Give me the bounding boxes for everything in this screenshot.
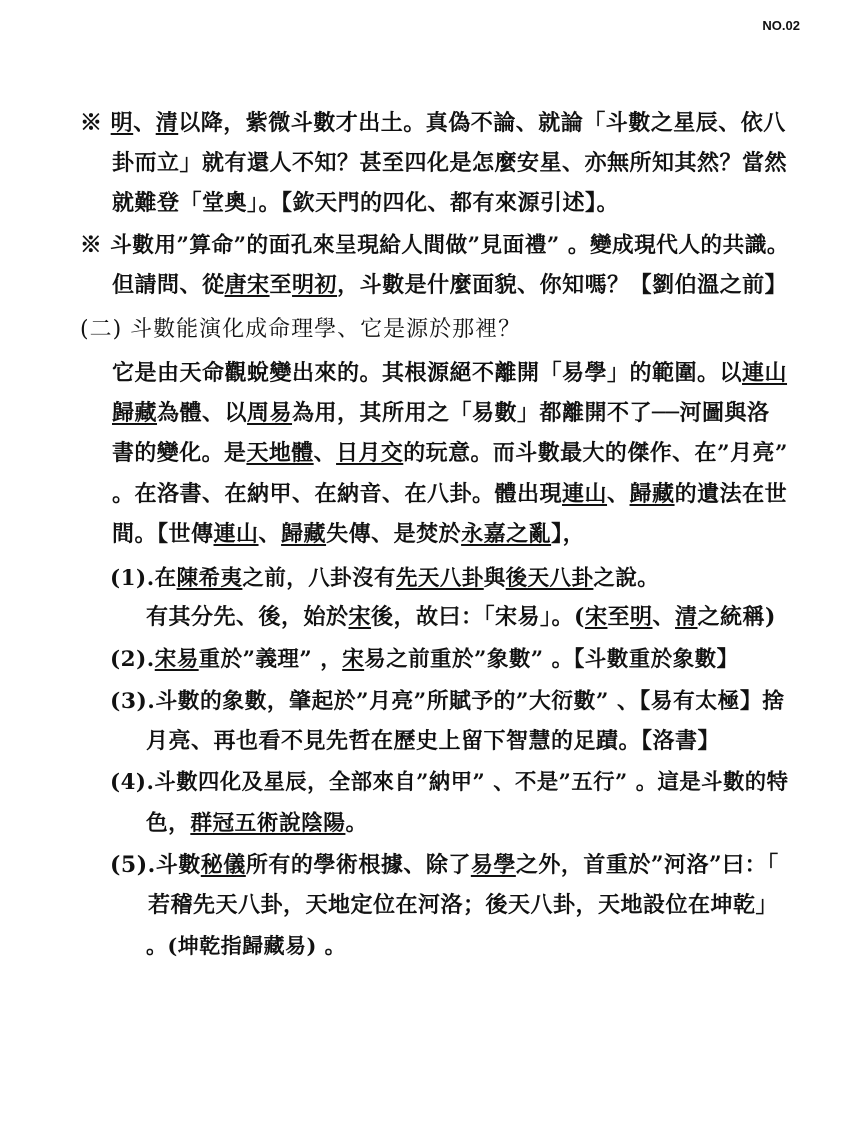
underlined-term: 易學: [470, 852, 516, 878]
text-segment: (2).: [110, 647, 155, 672]
underlined-term: 歸藏: [112, 400, 158, 426]
text-segment: 它是由天命觀蛻變出來的。其根源絕不離開「易學」的範圍。以: [112, 360, 743, 386]
text-segment: 。(坤乾指歸藏易) 。: [146, 933, 347, 958]
text-line: [112, 477, 787, 508]
underlined-term: 周易: [247, 400, 293, 426]
text-segment: 。: [345, 811, 368, 836]
underlined-term: 清: [155, 110, 179, 136]
text-segment: 若稽先天八卦，天地定位在河洛；後天八卦，天地設位在坤乾」: [148, 892, 779, 918]
text-segment: 之統稱): [697, 604, 776, 630]
text-segment: 色，: [146, 811, 191, 836]
text-segment: 之說。: [593, 566, 660, 591]
underlined-term: 群冠五術說陰陽: [190, 811, 346, 836]
text-segment: 之外，首重於”河洛”曰：「: [515, 852, 779, 878]
underlined-term: 歸藏: [629, 481, 675, 507]
section-heading: [80, 312, 521, 343]
text-line: [112, 146, 787, 177]
text-line: [146, 806, 368, 837]
text-segment: 有其分先、後，始於: [146, 604, 349, 630]
text-segment: 為用，其所用之「易數」都離開不了──河圖與洛: [292, 400, 770, 426]
underlined-term: 日月交: [336, 440, 404, 466]
text-segment: 就難登「堂奧」。【欽天門的四化、都有來源引述】。: [112, 190, 620, 216]
text-segment: 】，: [551, 521, 586, 547]
text-line: [112, 186, 619, 217]
text-segment: 的遺法在世: [674, 481, 788, 507]
text-segment: (二) 斗數能演化成命理學、它是源於那裡？: [80, 317, 522, 342]
text-line: [80, 106, 786, 137]
text-line: [112, 436, 788, 467]
underlined-term: 連山: [742, 360, 788, 386]
text-segment: 、: [652, 604, 676, 630]
text-segment: 重於”義理” ，: [198, 647, 343, 672]
text-segment: 、: [258, 521, 282, 547]
underlined-term: 宋易: [154, 647, 199, 672]
text-segment: 。在洛書、在納甲、在納音、在八卦。體出現: [112, 481, 563, 507]
underlined-term: 清: [675, 604, 698, 630]
text-segment: (5).斗數: [110, 852, 201, 878]
text-segment: 失傳、是焚於: [326, 521, 462, 547]
page-number: NO.02: [762, 18, 800, 33]
text-line: [110, 765, 788, 796]
underlined-term: 唐宋: [224, 272, 270, 298]
underlined-term: 秘儀: [200, 852, 246, 878]
underlined-term: 連山: [213, 521, 259, 547]
text-line: [80, 228, 789, 259]
text-line: [110, 684, 784, 715]
text-line: [112, 356, 787, 387]
text-segment: 書的變化。是: [112, 440, 247, 466]
text-segment: 、: [313, 440, 337, 466]
text-segment: 以降，紫微斗數才出土。真偽不論、就論「斗數之星辰、依八: [178, 110, 786, 136]
text-line: [112, 517, 585, 548]
text-line: [146, 929, 346, 959]
text-segment: ，斗數是什麼面貌、你知嗎？【劉伯溫之前】: [337, 272, 788, 298]
underlined-term: 明初: [292, 272, 338, 298]
text-segment: 所有的學術根據、除了: [245, 852, 471, 878]
underlined-term: 先天八卦: [395, 566, 484, 591]
text-segment: 為體、以: [157, 400, 248, 426]
text-line: [148, 888, 778, 919]
text-segment: 月亮、再也看不見先哲在歷史上留下智慧的足蹟。【洛書】: [146, 728, 721, 754]
text-segment: 、: [133, 110, 156, 136]
text-segment: 但請問、從: [112, 272, 225, 298]
underlined-term: 陳希夷: [176, 566, 243, 591]
text-line: [112, 396, 770, 427]
text-segment: 卦而立」就有還人不知？甚至四化是怎麼安星、亦無所知其然？當然: [112, 150, 788, 176]
underlined-term: 宋: [342, 647, 365, 672]
text-segment: 與: [483, 566, 506, 591]
text-segment: (4).斗數四化及星辰，全部來自”納甲” 、不是”五行” 。這是斗數的特: [110, 770, 789, 795]
underlined-term: 永嘉之亂: [461, 521, 552, 547]
text-segment: 至: [269, 272, 293, 298]
text-segment: 間。【世傳: [112, 521, 214, 547]
text-line: [146, 600, 776, 631]
underlined-term: 天地體: [246, 440, 314, 466]
underlined-term: 後天八卦: [505, 566, 594, 591]
text-segment: 易之前重於”象數” 。【斗數重於象數】: [364, 647, 739, 672]
text-segment: ※ 斗數用”算命”的面孔來呈現給人間做”見面禮” 。變成現代人的共識。: [80, 233, 789, 258]
underlined-term: 明: [110, 110, 134, 136]
text-segment: 後，故曰：「宋易」。(: [371, 604, 585, 630]
underlined-term: 歸藏: [281, 521, 327, 547]
text-line: [146, 724, 720, 755]
text-segment: 、: [607, 481, 630, 507]
underlined-term: 宋: [348, 604, 372, 630]
text-line: [112, 268, 787, 299]
text-segment: ※: [80, 110, 111, 136]
text-line: [110, 848, 779, 879]
underlined-term: 連山: [562, 481, 608, 507]
text-line: [110, 642, 739, 673]
text-line: [110, 561, 659, 592]
text-segment: 的玩意。而斗數最大的傑作、在”月亮”: [403, 440, 788, 466]
underlined-term: 宋: [584, 604, 608, 630]
text-segment: 之前，八卦沒有: [242, 566, 396, 591]
underlined-term: 明: [629, 604, 653, 630]
text-segment: 至: [607, 604, 630, 630]
text-segment: (1).在: [110, 566, 177, 591]
text-segment: (3).斗數的象數，肇起於”月亮”所賦予的”大衍數” 、【易有太極】捨: [110, 689, 785, 714]
